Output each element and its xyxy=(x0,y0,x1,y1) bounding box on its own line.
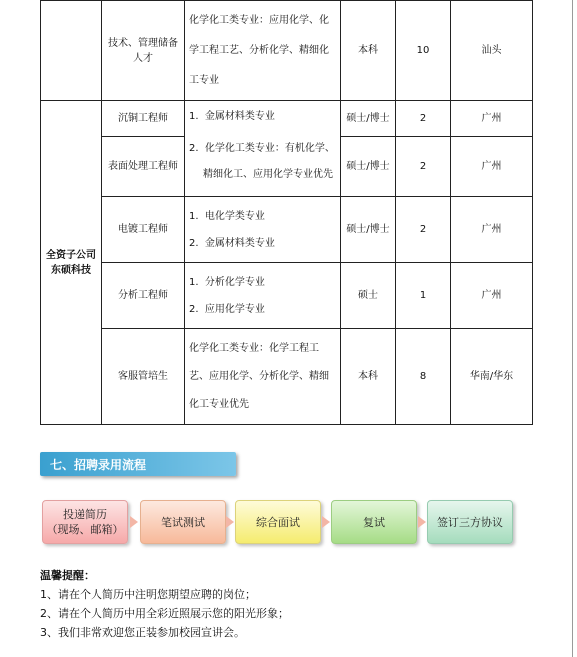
major-cell xyxy=(185,263,341,329)
table-row xyxy=(41,1,533,101)
step-sublabel: （现场、邮箱） xyxy=(46,523,124,536)
process-step-sign-agreement xyxy=(427,500,513,544)
major-item: 1. 金属材料类专业 xyxy=(189,111,275,122)
tip-item: 1、请在个人简历中注明您期望应聘的岗位； xyxy=(40,588,256,601)
table-row xyxy=(41,197,533,263)
location-cell: 汕头 xyxy=(451,1,533,101)
tips-block xyxy=(40,566,289,642)
degree-cell: 硕士/博士 xyxy=(341,197,396,263)
arrow-right-icon xyxy=(418,516,426,528)
process-step-written-test xyxy=(140,500,226,544)
count-cell: 2 xyxy=(396,197,451,263)
process-step-submit-resume xyxy=(42,500,128,544)
major-item: 2. 应用化学专业 xyxy=(189,303,265,315)
major-cell: 化学化工类专业：化学工程工艺、应用化学、分析化学、精细化工专业优先 xyxy=(185,329,341,425)
location-cell: 广州 xyxy=(451,137,533,197)
position-cell: 沉铜工程师 xyxy=(102,101,185,137)
degree-cell: 本科 xyxy=(341,1,396,101)
tip-item: 3、我们非常欢迎您正装参加校园宣讲会。 xyxy=(40,626,245,639)
degree-cell: 硕士 xyxy=(341,263,396,329)
location-cell: 广州 xyxy=(451,263,533,329)
process-step-interview xyxy=(235,500,321,544)
position-cell: 技术、管理储备人才 xyxy=(102,1,185,101)
step-label: 复试 xyxy=(363,515,385,529)
count-cell: 1 xyxy=(396,263,451,329)
company-cell-empty xyxy=(41,1,102,101)
degree-cell: 本科 xyxy=(341,329,396,425)
table-row xyxy=(41,263,533,329)
count-cell: 2 xyxy=(396,101,451,137)
position-cell: 分析工程师 xyxy=(102,263,185,329)
position-cell: 客服管培生 xyxy=(102,329,185,425)
position-cell: 表面处理工程师 xyxy=(102,137,185,197)
count-cell: 8 xyxy=(396,329,451,425)
major-item: 1. 电化学类专业 xyxy=(189,210,265,222)
count-cell: 10 xyxy=(396,1,451,101)
arrow-right-icon xyxy=(130,516,138,528)
major-item: 2. 化学化工类专业：有机化学、精细化工、应用化学专业优先 xyxy=(189,143,335,180)
major-cell xyxy=(185,101,341,197)
location-cell: 广州 xyxy=(451,197,533,263)
location-cell: 华南/华东 xyxy=(451,329,533,425)
company-cell: 全资子公司东硕科技 xyxy=(41,101,102,425)
section-title: 七、招聘录用流程 xyxy=(50,458,147,472)
recruitment-table xyxy=(40,0,533,425)
step-label: 综合面试 xyxy=(256,515,300,529)
major-cell xyxy=(185,197,341,263)
arrow-right-icon xyxy=(226,516,234,528)
section-header xyxy=(40,452,236,476)
major-item: 2. 金属材料类专业 xyxy=(189,237,275,249)
degree-cell: 硕士/博士 xyxy=(341,137,396,197)
degree-cell: 硕士/博士 xyxy=(341,101,396,137)
page-edge-line xyxy=(572,0,573,657)
step-label: 笔试测试 xyxy=(161,515,205,529)
tips-title: 温馨提醒： xyxy=(40,569,95,582)
major-cell: 化学化工类专业：应用化学、化学工程工艺、分析化学、精细化工专业 xyxy=(185,1,341,101)
table-row xyxy=(41,101,533,137)
tip-item: 2、请在个人简历中用全彩近照展示您的阳光形象； xyxy=(40,607,289,620)
table-row xyxy=(41,329,533,425)
position-cell: 电镀工程师 xyxy=(102,197,185,263)
arrow-right-icon xyxy=(322,516,330,528)
location-cell: 广州 xyxy=(451,101,533,137)
step-label: 签订三方协议 xyxy=(437,515,503,529)
count-cell: 2 xyxy=(396,137,451,197)
major-item: 1. 分析化学专业 xyxy=(189,276,265,288)
step-label: 投递简历 xyxy=(63,508,107,521)
process-step-second-interview xyxy=(331,500,417,544)
